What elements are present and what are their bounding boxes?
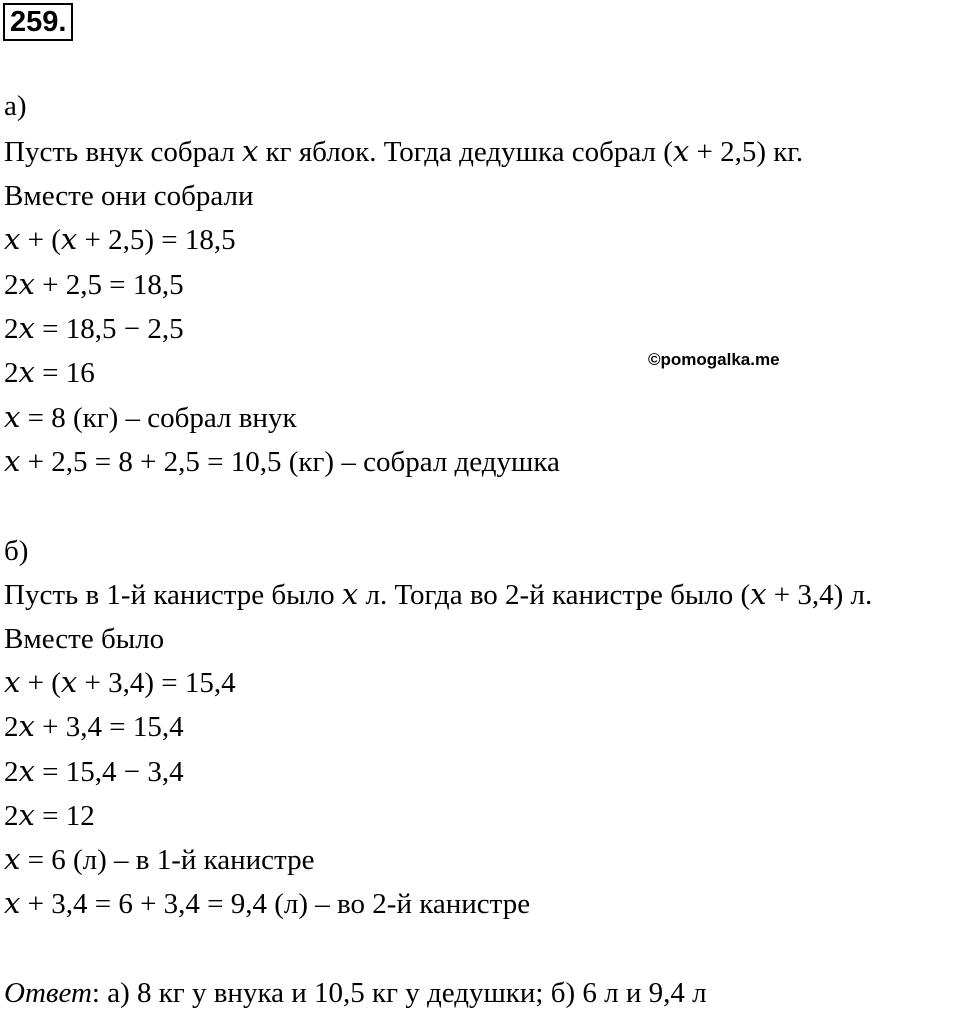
part-a-line-2: Вместе они собрали bbox=[4, 180, 254, 212]
part-b-label: б) bbox=[4, 535, 29, 567]
part-b-equation-2: 2𝑥 + 3,4 = 15,4 bbox=[4, 711, 184, 743]
part-a-equation-3: 2𝑥 = 18,5 − 2,5 bbox=[4, 313, 184, 345]
part-b-equation-4: 2𝑥 = 12 bbox=[4, 800, 95, 832]
answer-label: Ответ bbox=[4, 977, 92, 1009]
part-b-line-1: Пусть в 1-й канистре было 𝑥 л. Тогда во 2-й канистре было (𝑥 + 3,4) л. bbox=[4, 579, 873, 611]
part-a-line-1: Пусть внук собрал 𝑥 кг яблок. Тогда дедушка собрал (𝑥 + 2,5) кг. bbox=[4, 136, 804, 168]
watermark: ©pomogalka.me bbox=[648, 350, 780, 369]
answer-line bbox=[4, 975, 707, 1011]
answer-text: : а) 8 кг у внука и 10,5 кг у дедушки; б) 6 л и 9,4 л bbox=[91, 977, 707, 1009]
part-b-line-2: Вместе было bbox=[4, 623, 165, 655]
part-b-result-1: 𝑥 = 6 (л) – в 1-й канистре bbox=[4, 844, 315, 876]
part-a-equation-1: 𝑥 + (𝑥 + 2,5) = 18,5 bbox=[4, 224, 236, 256]
part-b-equation-1: 𝑥 + (𝑥 + 3,4) = 15,4 bbox=[4, 667, 236, 699]
part-a-equation-2: 2𝑥 + 2,5 = 18,5 bbox=[4, 269, 184, 301]
part-b-equation-3: 2𝑥 = 15,4 − 3,4 bbox=[4, 756, 184, 788]
problem-number: 259. bbox=[3, 3, 73, 41]
part-a-label: а) bbox=[4, 90, 27, 122]
part-b-result-2: 𝑥 + 3,4 = 6 + 3,4 = 9,4 (л) – во 2-й канистре bbox=[4, 888, 531, 920]
part-a-result-2: 𝑥 + 2,5 = 8 + 2,5 = 10,5 (кг) – собрал дедушка bbox=[4, 446, 560, 478]
part-a-result-1: 𝑥 = 8 (кг) – собрал внук bbox=[4, 402, 297, 434]
part-a-equation-4: 2𝑥 = 16 bbox=[4, 357, 95, 389]
